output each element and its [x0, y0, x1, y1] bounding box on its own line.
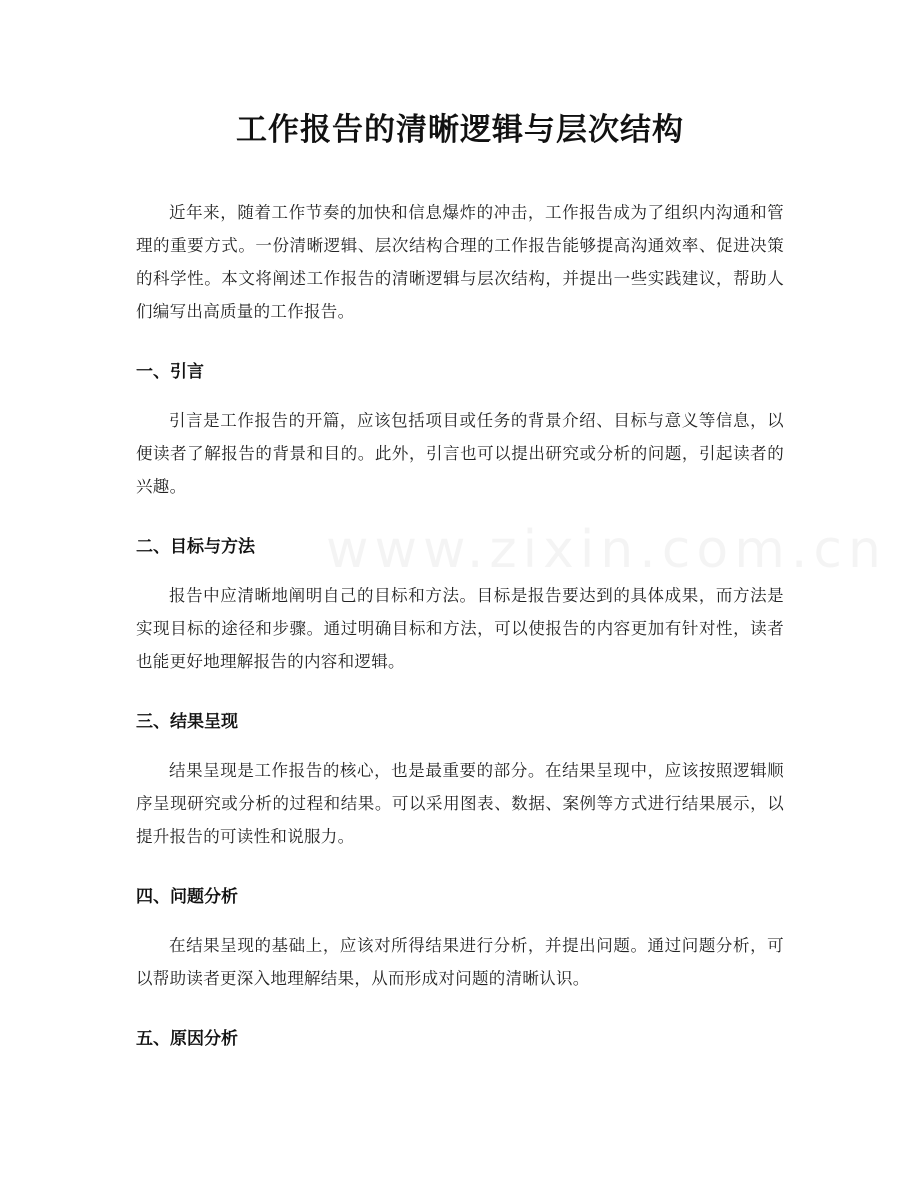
section-heading-goals-methods: 二、目标与方法 [136, 537, 255, 557]
section-heading-results: 三、结果呈现 [136, 712, 238, 732]
section-body-introduction: 引言是工作报告的开篇，应该包括项目或任务的背景介绍、目标与意义等信息，以便读者了解报告的背景和目的。此外，引言也可以提出研究或分析的问题，引起读者的兴趣。 [136, 411, 784, 496]
section-body-goals-methods: 报告中应清晰地阐明自己的目标和方法。目标是报告要达到的具体成果，而方法是实现目标的途径和步骤。通过明确目标和方法，可以使报告的内容更加有针对性，读者也能更好地理解报告的内容和逻辑。 [136, 586, 784, 671]
intro-paragraph: 近年来，随着工作节奏的加快和信息爆炸的冲击，工作报告成为了组织内沟通和管理的重要方式。一份清晰逻辑、层次结构合理的工作报告能够提高沟通效率、促进决策的科学性。本文将阐述工作报告的清晰逻辑与层次结构，并提出一些实践建议，帮助人们编写出高质量的工作报告。 [136, 203, 784, 321]
section-body-results: 结果呈现是工作报告的核心，也是最重要的部分。在结果呈现中，应该按照逻辑顺序呈现研究或分析的过程和结果。可以采用图表、数据、案例等方式进行结果展示，以提升报告的可读性和说服力。 [136, 761, 784, 846]
document-title: 工作报告的清晰逻辑与层次结构 [236, 112, 684, 148]
section-heading-problem-analysis: 四、问题分析 [136, 887, 238, 907]
section-heading-introduction: 一、引言 [136, 362, 204, 382]
section-body-problem-analysis: 在结果呈现的基础上，应该对所得结果进行分析，并提出问题。通过问题分析，可以帮助读者更深入地理解结果，从而形成对问题的清晰认识。 [136, 936, 784, 988]
section-heading-cause-analysis: 五、原因分析 [136, 1029, 238, 1049]
